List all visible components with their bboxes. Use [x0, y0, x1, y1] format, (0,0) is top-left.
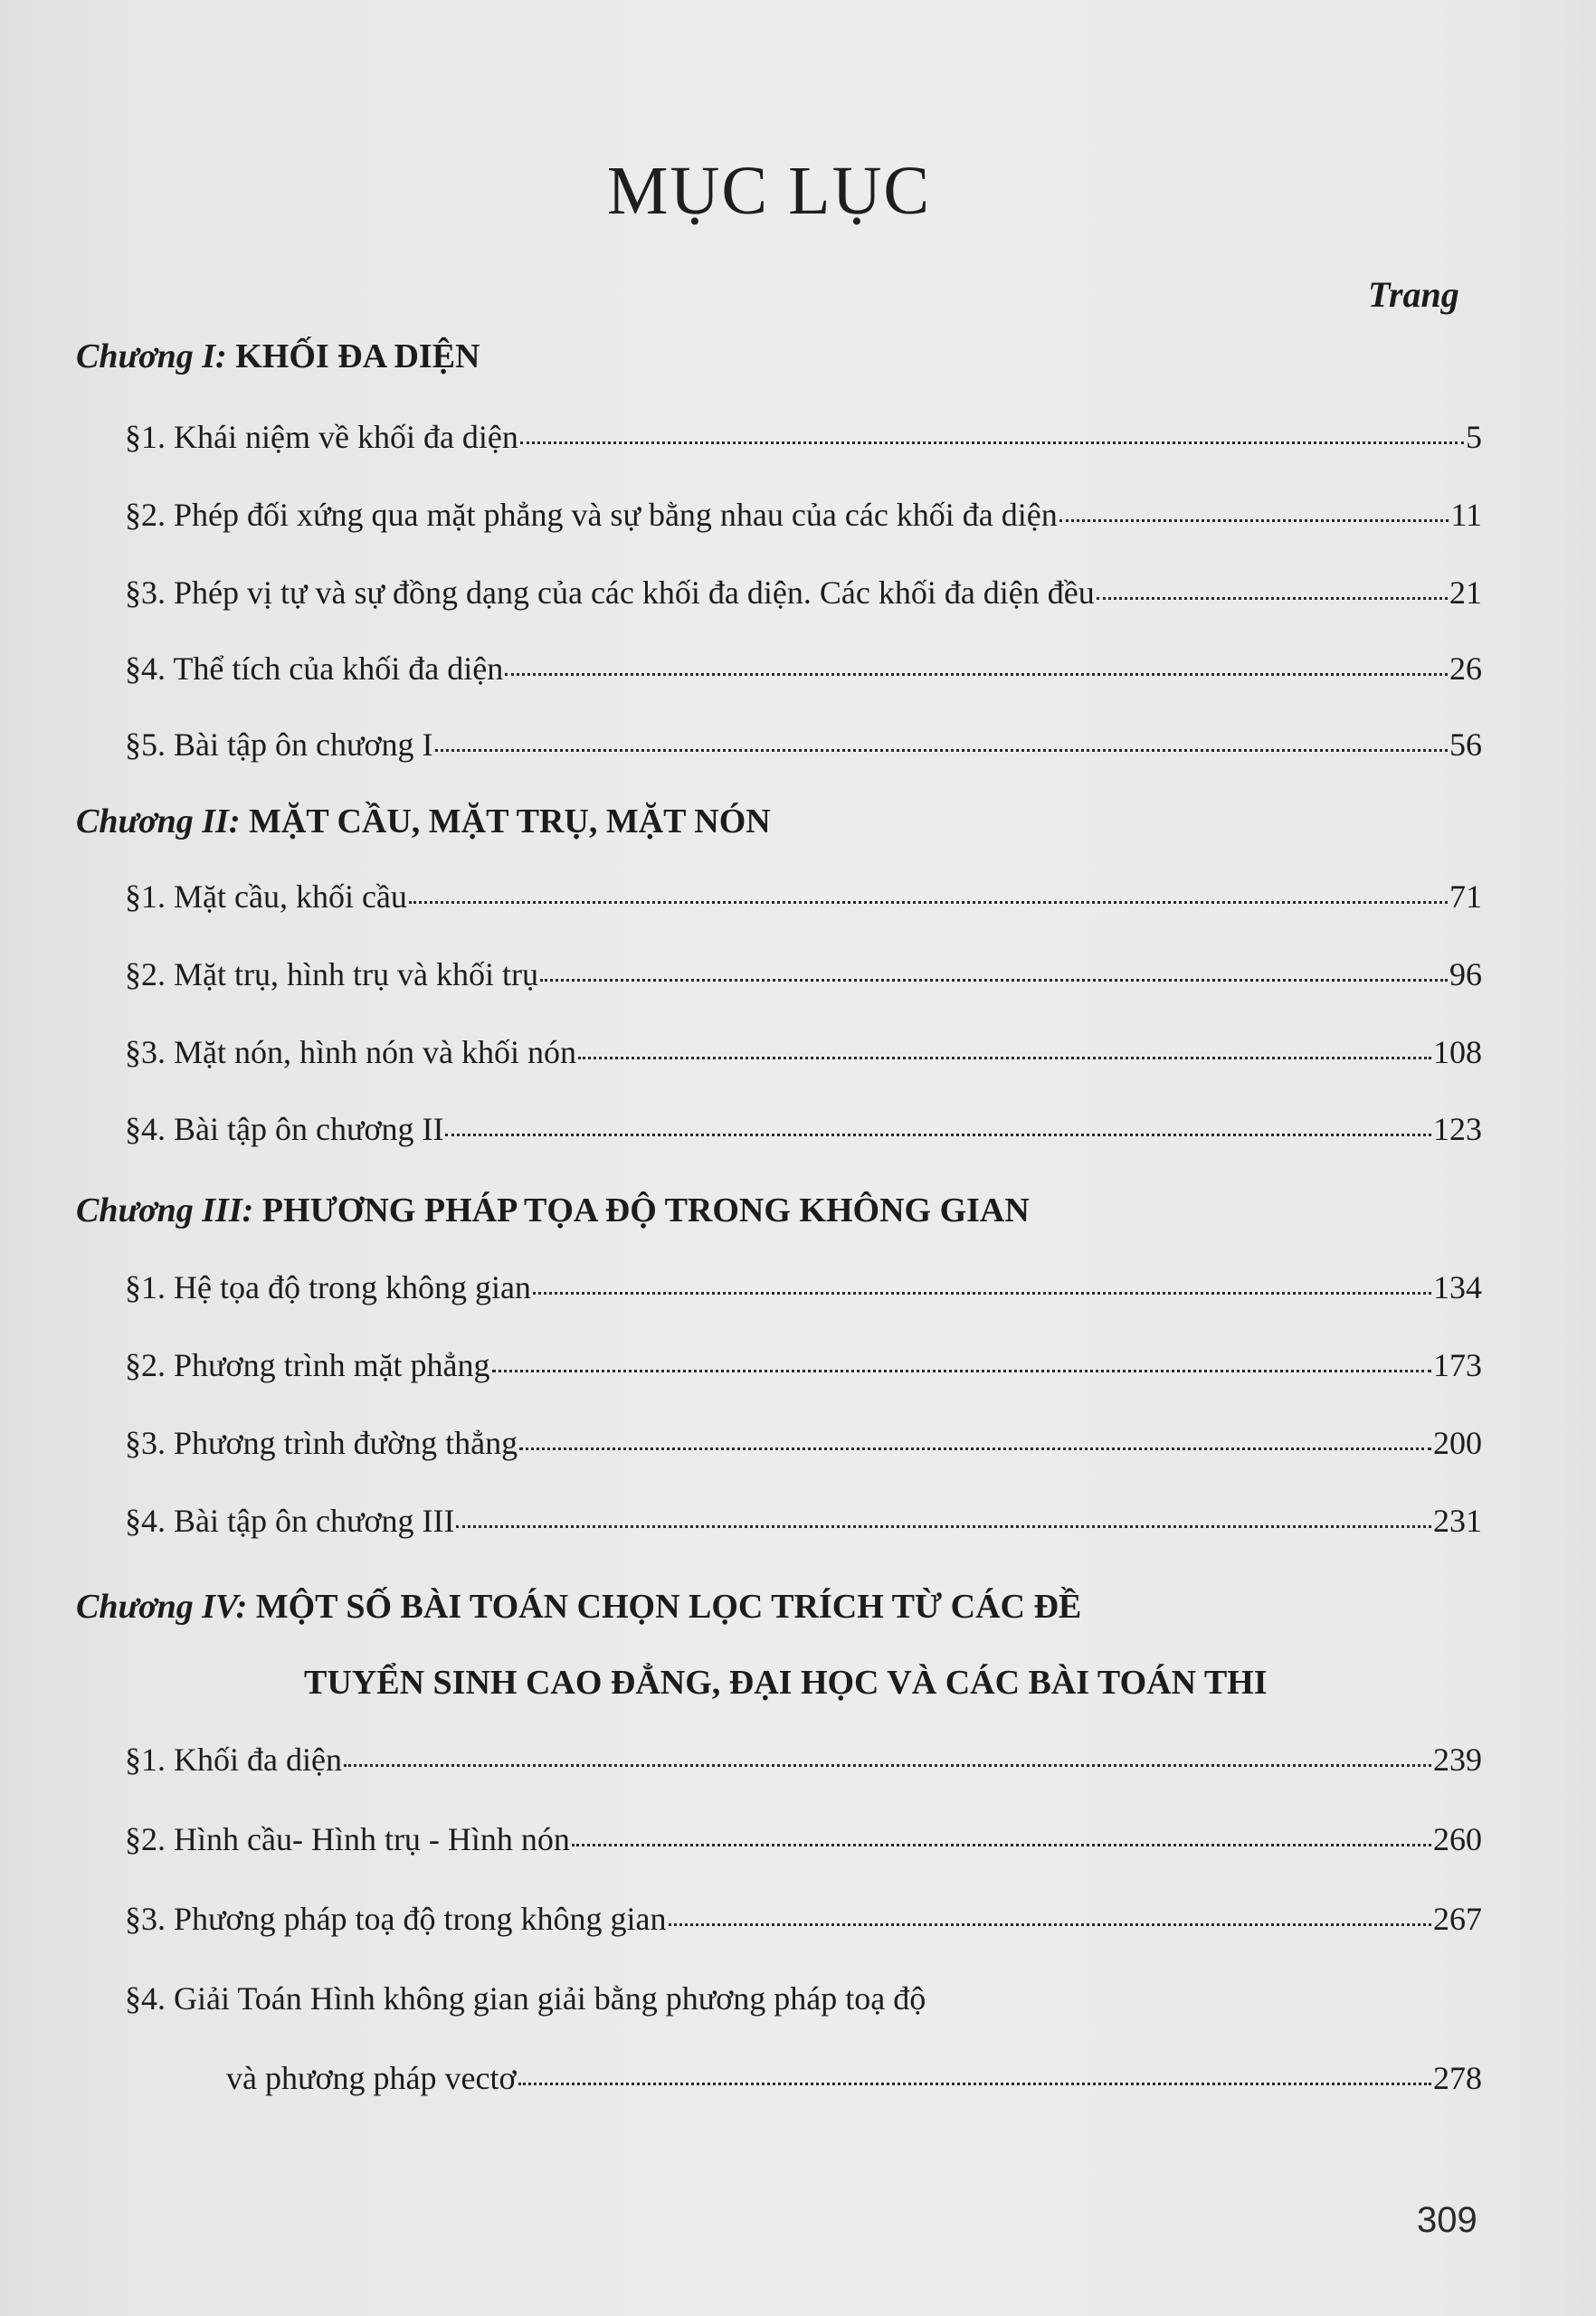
- toc-entry-label: §2. Phép đối xứng qua mặt phẳng và sự bằng nhau của các khối đa diện: [125, 497, 1058, 533]
- toc-entry-page: 134: [1433, 1269, 1482, 1305]
- toc-entry-page: 173: [1433, 1347, 1482, 1383]
- toc-entry-label: §4. Thể tích của khối đa diện: [125, 650, 504, 687]
- toc-entry[interactable]: [125, 1268, 1482, 1306]
- chapter-title: PHƯƠNG PHÁP TỌA ĐỘ TRONG KHÔNG GIAN: [261, 1191, 1030, 1229]
- chapter-heading: [76, 802, 771, 841]
- toc-entry-page: 26: [1449, 650, 1482, 687]
- toc-entry-page: 123: [1433, 1111, 1482, 1147]
- dot-leader: [540, 979, 1448, 982]
- dot-leader: [533, 1292, 1431, 1295]
- toc-entry[interactable]: [125, 650, 1482, 688]
- toc-entry[interactable]: [125, 1900, 1482, 1938]
- page-column-label: Trang: [1368, 274, 1459, 315]
- toc-entry[interactable]: [125, 1346, 1482, 1384]
- dot-leader: [572, 1844, 1431, 1846]
- toc-entry[interactable]: [125, 726, 1482, 764]
- chapter-heading: [76, 1587, 1081, 1627]
- toc-entry[interactable]: [125, 574, 1482, 612]
- toc-entry-page: 278: [1433, 2060, 1482, 2096]
- toc-entry-page: 56: [1449, 726, 1482, 763]
- toc-entry-label: §4. Bài tập ôn chương III: [125, 1503, 455, 1539]
- toc-entry-label: §1. Mặt cầu, khối cầu: [125, 878, 407, 915]
- page-title: MỤC LỤC: [606, 153, 932, 229]
- toc-entry-page: 11: [1450, 497, 1482, 533]
- chapter-title: MẶT CẦU, MẶT TRỤ, MẶT NÓN: [249, 802, 771, 840]
- toc-entry[interactable]: [125, 955, 1482, 993]
- toc-entry-page: 231: [1433, 1503, 1482, 1539]
- toc-entry-label: §2. Phương trình mặt phẳng: [125, 1347, 490, 1383]
- dot-leader: [344, 1764, 1431, 1767]
- toc-entry-label: §3. Phương trình đường thẳng: [125, 1425, 518, 1461]
- dot-leader: [578, 1057, 1431, 1059]
- toc-entry[interactable]: [125, 1502, 1482, 1540]
- toc-entry-page: 267: [1433, 1901, 1482, 1937]
- toc-entry[interactable]: [125, 1820, 1482, 1858]
- dot-leader: [456, 1525, 1431, 1528]
- chapter-title-continuation: TUYỂN SINH CAO ĐẲNG, ĐẠI HỌC VÀ CÁC BÀI TOÁN THI: [304, 1664, 1268, 1702]
- dot-leader: [518, 2083, 1431, 2085]
- chapter-prefix: Chương I:: [76, 337, 227, 375]
- dot-leader: [492, 1370, 1431, 1372]
- toc-entry-label: §3. Phép vị tự và sự đồng dạng của các khối đa diện. Các khối đa diện đều: [125, 574, 1095, 611]
- toc-entry[interactable]: [125, 418, 1482, 456]
- toc-entry-label: §1. Khối đa diện: [125, 1742, 342, 1778]
- chapter-heading: [76, 1191, 1030, 1230]
- toc-entry-label-continuation: và phương pháp vectơ: [226, 2060, 517, 2096]
- dot-leader: [435, 749, 1449, 752]
- toc-entry-label: §1. Khái niệm về khối đa diện: [125, 419, 518, 455]
- chapter-prefix: Chương IV:: [76, 1588, 248, 1626]
- toc-entry[interactable]: [125, 1424, 1482, 1462]
- dot-leader: [1059, 519, 1449, 522]
- dot-leader: [519, 1448, 1431, 1450]
- toc-entry[interactable]: [125, 1110, 1482, 1148]
- toc-entry-label: §3. Mặt nón, hình nón và khối nón: [125, 1034, 576, 1070]
- toc-entry-page: 260: [1433, 1821, 1482, 1857]
- dot-leader: [520, 441, 1464, 444]
- toc-entry[interactable]: [125, 1033, 1482, 1071]
- chapter-title: MỘT SỐ BÀI TOÁN CHỌN LỌC TRÍCH TỪ CÁC ĐỀ: [255, 1588, 1082, 1626]
- chapter-prefix: Chương III:: [76, 1191, 254, 1229]
- dot-leader: [409, 901, 1448, 904]
- toc-entry-label: §4. Bài tập ôn chương II: [125, 1111, 444, 1147]
- chapter-heading: [76, 337, 480, 376]
- toc-entry[interactable]: [125, 878, 1482, 916]
- chapter-prefix: Chương II:: [76, 802, 241, 840]
- toc-entry-page: 21: [1449, 574, 1482, 611]
- page-number: 309: [1417, 2200, 1477, 2240]
- toc-entry-page: 96: [1449, 956, 1482, 992]
- toc-entry[interactable]: [125, 1741, 1482, 1779]
- toc-entry-label: §3. Phương pháp toạ độ trong không gian: [125, 1901, 667, 1937]
- toc-entry-label[interactable]: §4. Giải Toán Hình không gian giải bằng phương pháp toạ độ: [125, 1980, 926, 2017]
- dot-leader: [445, 1134, 1431, 1136]
- toc-entry-label: §5. Bài tập ôn chương I: [125, 726, 433, 763]
- toc-entry-page: 239: [1433, 1742, 1482, 1778]
- toc-entry-page: 71: [1449, 878, 1482, 915]
- toc-entry-page: 200: [1433, 1425, 1482, 1461]
- toc-entry-page: 108: [1433, 1034, 1482, 1070]
- toc-entry[interactable]: [226, 2059, 1482, 2097]
- toc-entry[interactable]: [125, 496, 1482, 534]
- dot-leader: [505, 673, 1448, 676]
- toc-entry-page: 5: [1466, 419, 1482, 455]
- toc-entry-label: §2. Hình cầu- Hình trụ - Hình nón: [125, 1821, 570, 1857]
- toc-entry-label: §1. Hệ tọa độ trong không gian: [125, 1269, 531, 1305]
- dot-leader: [1097, 597, 1448, 600]
- chapter-title: KHỐI ĐA DIỆN: [235, 337, 480, 375]
- dot-leader: [669, 1923, 1432, 1926]
- toc-entry-label: §2. Mặt trụ, hình trụ và khối trụ: [125, 956, 538, 992]
